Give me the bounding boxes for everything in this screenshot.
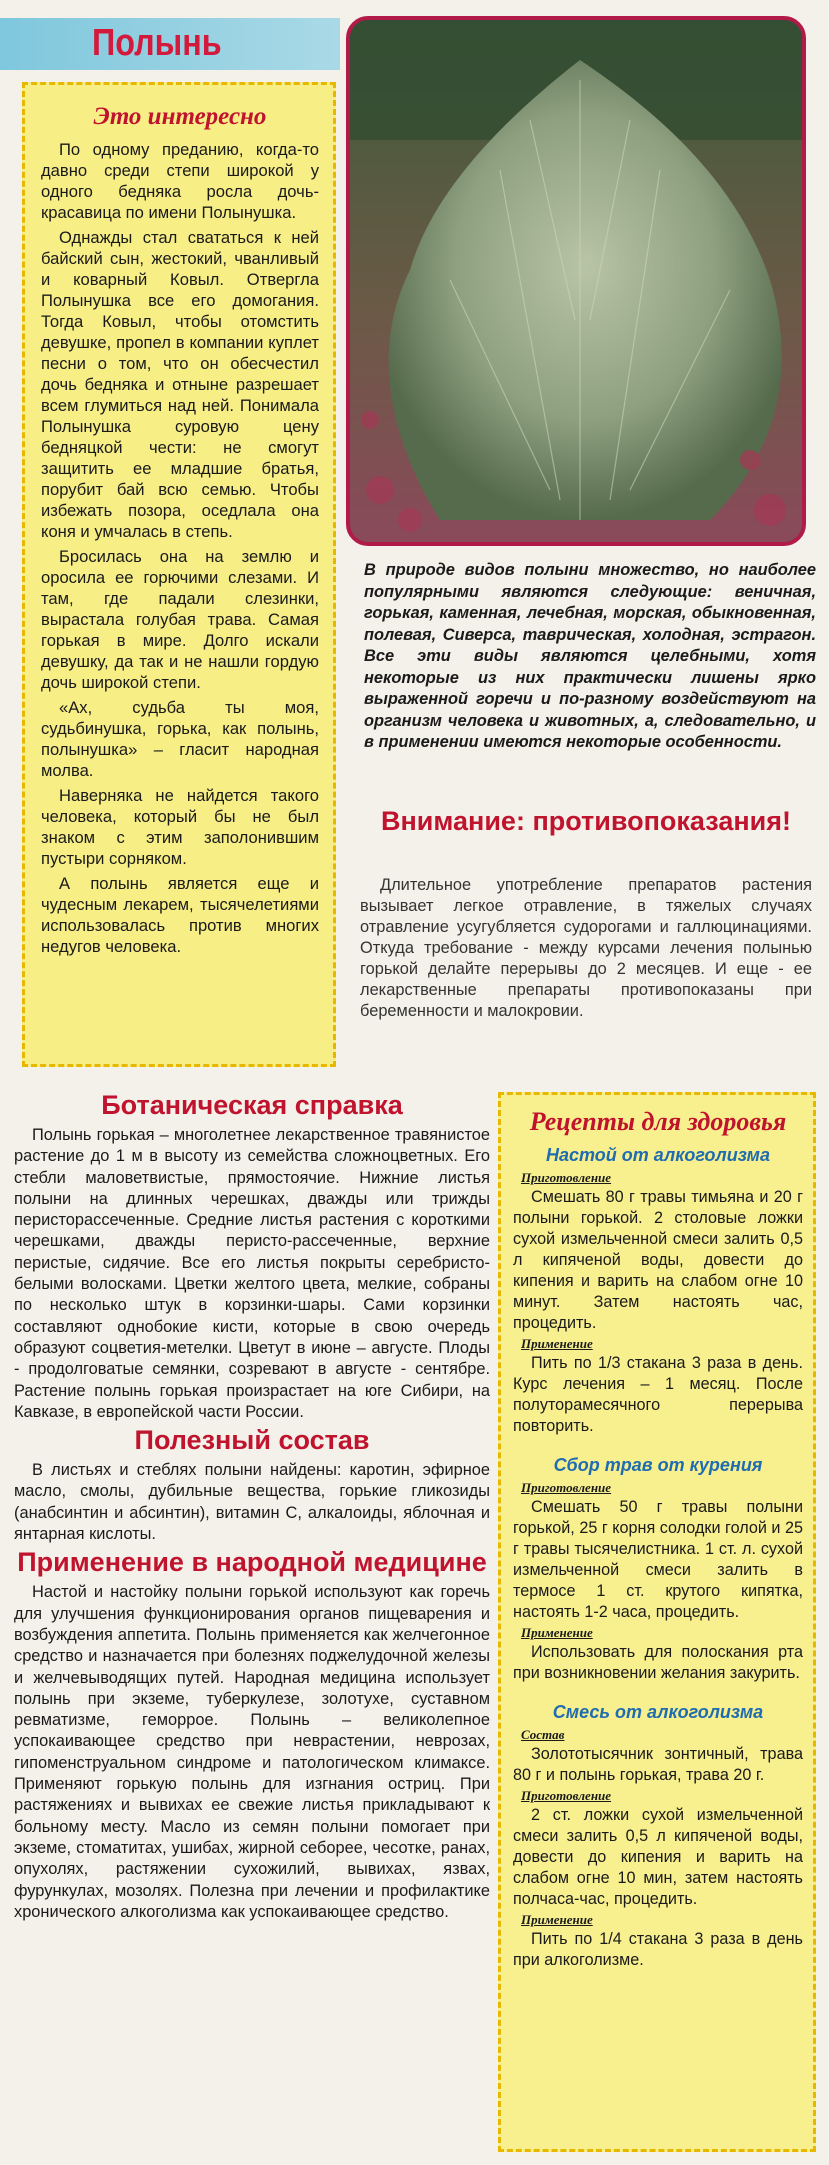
recipe-composition-label: Состав: [521, 1727, 565, 1742]
medicine-text: Настой и настойку полыни горькой используют как горечь для улучшения функционирования органов пищеварения и возбуждения аппетита. Полынь применяется как желчегонное средство и назначается при болезнях поджелудочной железы и желчевыводящих путей. Народная медицина использует полынь при экземе, туберкулезе, золотухе, суставном ревматизме, геморрое. Полынь – великолепное успокаивающее средство при неврастении, неврозах, гипоменструальном синдроме и патологическом климаксе. Применяют горькую полынь для изгнания остриц. При растяжениях и вывихах ее свежие листья прикладывают к больному месту. Масло из семян полыни помогает при экземе, стоматитах, ушибах, жирной себорее, чесотке, ранах, опухолях, растяжении сухожилий, вывихах, язвах, фурункулах, мозолях. Полезна при лечении и профилактике хронического алкоголизма как успокаивающее средство.: [14, 1583, 490, 1921]
story-box: [22, 82, 336, 1067]
composition-title: Полезный состав: [134, 1425, 370, 1456]
recipe-prep-label: Приготовление: [521, 1788, 612, 1803]
species-caption: В природе видов полыни множество, но наиболее популярными являются следующие: веничная, горькая, каменная, лечебная, морская, обыкновенная, полевая, Сиверса, таврическая, холодная, эстрагон. Все эти виды являются целебными, хотя некоторые из них практически лишены ярко выраженной горечи и по-разному воздействуют на организм человека и животных, а, следовательно, и в применении имеются некоторые особенности.: [364, 561, 816, 751]
recipe-prep-label: Приготовление: [521, 1480, 612, 1495]
recipe-use-text: Использовать для полоскания рта при возникновении желания закурить.: [513, 1643, 803, 1682]
recipes-heading: Рецепты для здоровья: [529, 1107, 787, 1136]
botany-text: Полынь горькая – многолетнее лекарственное травянистое растение до 1 м в высоту из семейства сложноцветных. Его стебли маловетвистые, прямостоячие. Нижние листья полыни на длинных черешках, дважды или трижды перисторассеченные. Средние листья растения с короткими черешками, дважды перисто-рассеченные, верхние перистые, сидячие. Все его листья покрыты серебристо-белыми волосками. Цветки желтого цвета, мелкие, собраны по несколько штук в корзинки-шары. Сами корзинки составляют однобокие кисти, которые в свою очередь образуют соцветия-метелки. Цветут в июне – августе. Плоды - продолговатые семянки, созревают в августе - сентябре. Растение полынь горькая произрастает на юге Сибири, на Кавказе, в европейской части России.: [14, 1126, 490, 1421]
story-paragraph: По одному преданию, когда-то давно среди степи широкой у одного бедняка росла дочь-красавица по имени Полынушка.: [41, 140, 319, 222]
recipe-use-label: Применение: [521, 1336, 593, 1351]
recipe-composition-text: Золототысячник зонтичный, трава 80 г и полынь горькая, трава 20 г.: [513, 1745, 803, 1784]
recipes-box: [498, 1092, 816, 2152]
recipe-use-label: Применение: [521, 1912, 593, 1927]
recipe-prep-text: Смешать 80 г травы тимьяна и 20 г полыни горькой. 2 столовые ложки сухой измельченной смеси залить 0,5 л кипяченой воды, довести до кипения и варить на слабом огне 10 минут. Затем настоять час, процедить.: [513, 1188, 803, 1332]
recipe-use-text: Пить по 1/4 стакана 3 раза в день при алкоголизме.: [513, 1930, 803, 1969]
recipe-title: Настой от алкоголизма: [546, 1145, 770, 1165]
recipe-use-label: Применение: [521, 1625, 593, 1640]
story-heading: Это интересно: [93, 103, 267, 130]
story-paragraph: А полынь является еще и чудесным лекарем, тысячелетиями использовалась против многих недугов человека.: [41, 874, 319, 956]
medicine-title: Применение в народной медицине: [17, 1547, 487, 1578]
story-paragraph: Наверняка не найдется такого человека, который бы не был знаком с этим заполонившим пустыри сорняком.: [41, 786, 319, 868]
title-strip: [0, 18, 340, 70]
recipe-prep-text: 2 ст. ложки сухой измельченной смеси залить 0,5 л кипяченой воды, довести до кипения и варить на слабом огне 10 мин, затем настоять полчаса-час, процедить.: [513, 1806, 803, 1908]
recipe-prep-text: Смешать 50 г травы полыни горькой, 25 г корня солодки голой и 25 г травы тысячелистника. 1 ст. л. сухой измельченной смеси залить в термосе 1 ст. крутого кипятка, настоять 1-2 часа, процедить.: [513, 1498, 803, 1621]
recipe-title: Сбор трав от курения: [553, 1455, 763, 1475]
recipe-title: Смесь от алкоголизма: [552, 1702, 764, 1722]
warning-title: Внимание: противопоказания!: [380, 806, 792, 836]
recipe-use-text: Пить по 1/3 стакана 3 раза в день. Курс лечения – 1 месяц. После полуторамесячного перерыва повторить.: [513, 1354, 803, 1435]
wormwood-photo: [346, 16, 806, 546]
recipe-prep-label: Приготовление: [521, 1170, 612, 1185]
page-title: Полынь: [92, 22, 222, 64]
botany-title: Ботаническая справка: [101, 1090, 403, 1120]
story-paragraph: «Ах, судьба ты моя, судьбинушка, горька, как полынь, полынушка» – гласит народная молва.: [41, 698, 319, 780]
story-paragraph: Бросилась она на землю и оросила ее горючими слезами. И там, где падали слезинки, вырастала голубая трава. Самая горькая в мире. Долго искали девушку, да так и не нашли гордую дочь широкой степи.: [41, 547, 319, 692]
story-paragraph: Однажды стал свататься к ней байский сын, жестокий, чванливый и коварный Ковыл. Отвергла Полынушка все его домогания. Тогда Ковыл, чтобы отомстить девушке, пропел в компании куплет песни о том, что он обесчестил дочь бедняка и отныне разрешает всем глумиться над ней. Понимала Полынушка суровую цену бедняцкой чести: не смогут защитить ее младшие братья, порубит бай всю семью. Чтобы избежать позора, оседлала она коня и умчалась в степь.: [41, 228, 319, 541]
warning-text: Длительное употребление препаратов растения вызывает легкое отравление, в тяжелых случаях отравление усугубляется судорогами и галлюцинациями. Откуда требование - между курсами лечения полынью горькой делайте перерывы до 2 месяцев. И еще - ее лекарственные препараты противопоказаны при беременности и малокровии.: [360, 876, 812, 1020]
composition-text: В листьях и стеблях полыни найдены: каротин, эфирное масло, смолы, дубильные вещества, горькие гликозиды (анабсинтин и абсинтин), витамин С, алкалоиды, яблочная и янтарная кислоты.: [14, 1461, 490, 1544]
wormwood-plant-image: [350, 20, 802, 542]
left-column: [14, 1090, 490, 1925]
